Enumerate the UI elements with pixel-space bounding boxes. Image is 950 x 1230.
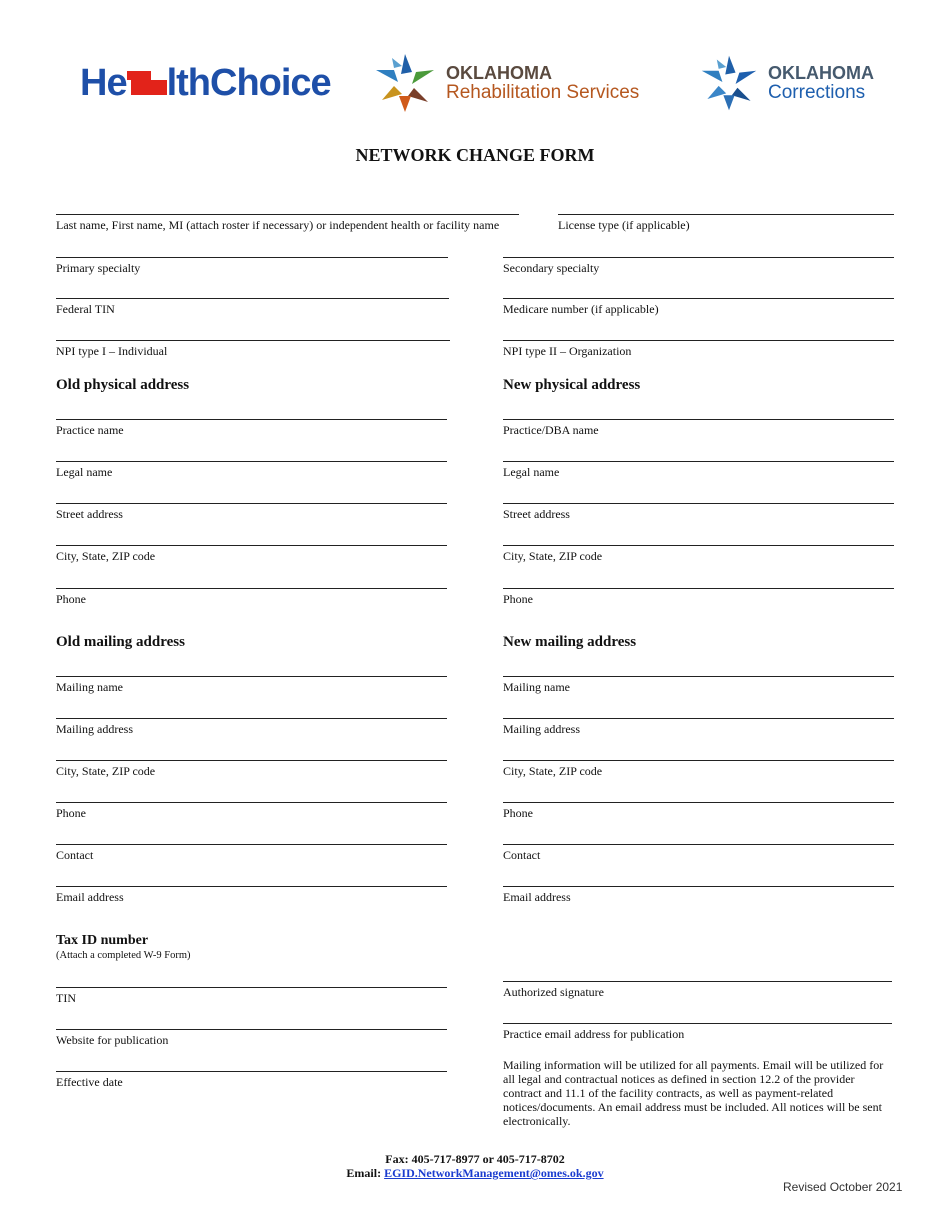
healthchoice-logo-he: He bbox=[80, 62, 127, 104]
license-type-field[interactable]: License type (if applicable) bbox=[558, 214, 894, 233]
form-title: NETWORK CHANGE FORM bbox=[355, 145, 595, 165]
old-mailing-name-field[interactable]: Mailing name bbox=[56, 676, 447, 695]
old-practice-name-field[interactable]: Practice name bbox=[56, 419, 447, 438]
new-mailing-address-field[interactable]: Mailing address bbox=[503, 718, 894, 737]
new-physical-heading: New physical address bbox=[503, 377, 641, 393]
new-mailing-heading: New mailing address bbox=[503, 634, 637, 650]
old-city-field[interactable]: City, State, ZIP code bbox=[56, 545, 447, 564]
fax-line: Fax: 405-717-8977 or 405-717-8702 bbox=[385, 1152, 565, 1166]
tin-field[interactable]: TIN bbox=[56, 987, 447, 1006]
odoc-logo-line1: OKLAHOMA bbox=[768, 63, 874, 83]
old-mailing-address-field[interactable]: Mailing address bbox=[56, 718, 447, 737]
w9-note: (Attach a completed W-9 Form) bbox=[56, 950, 191, 961]
old-physical-heading: Old physical address bbox=[56, 377, 190, 393]
ors-logo-line2: Rehabilitation Services bbox=[446, 82, 640, 103]
email-line bbox=[0, 1166, 950, 1181]
new-contact-field[interactable]: Contact bbox=[503, 844, 894, 863]
old-legal-name-field[interactable]: Legal name bbox=[56, 461, 447, 480]
new-phone-field[interactable]: Phone bbox=[503, 588, 894, 607]
odoc-logo-line2: Corrections bbox=[768, 82, 866, 103]
npi-individual-field[interactable]: NPI type I – Individual bbox=[56, 340, 450, 359]
npi-organization-field[interactable]: NPI type II – Organization bbox=[503, 340, 894, 359]
new-mailing-name-field[interactable]: Mailing name bbox=[503, 676, 894, 695]
practice-email-field[interactable]: Practice email address for publication bbox=[503, 1023, 892, 1042]
new-mailing-city-field[interactable]: City, State, ZIP code bbox=[503, 760, 894, 779]
new-mailing-phone-field[interactable]: Phone bbox=[503, 802, 894, 821]
ors-logo-line1: OKLAHOMA bbox=[446, 63, 552, 83]
revised-date: Revised October 2021 bbox=[783, 1180, 903, 1194]
old-phone-field[interactable]: Phone bbox=[56, 588, 447, 607]
authorized-signature-field[interactable]: Authorized signature bbox=[503, 981, 892, 1000]
old-mailing-city-field[interactable]: City, State, ZIP code bbox=[56, 760, 447, 779]
ors-logo bbox=[372, 52, 639, 114]
new-practice-name-field[interactable]: Practice/DBA name bbox=[503, 419, 894, 438]
federal-tin-field[interactable]: Federal TIN bbox=[56, 298, 449, 317]
healthchoice-logo-rest: lthChoice bbox=[166, 62, 331, 104]
website-field[interactable]: Website for publication bbox=[56, 1029, 447, 1048]
old-mailing-heading: Old mailing address bbox=[56, 634, 185, 650]
email-label: Email: bbox=[346, 1166, 382, 1180]
ors-star-icon bbox=[372, 52, 438, 114]
email-link[interactable]: EGID.NetworkManagement@omes.ok.gov bbox=[384, 1166, 604, 1180]
medicare-number-field[interactable]: Medicare number (if applicable) bbox=[503, 298, 894, 317]
oklahoma-state-icon bbox=[127, 71, 167, 95]
effective-date-field[interactable]: Effective date bbox=[56, 1071, 447, 1090]
new-email-field[interactable]: Email address bbox=[503, 886, 894, 905]
provider-name-field[interactable]: Last name, First name, MI (attach roster if necessary) or independent health or facility name bbox=[56, 214, 519, 233]
odoc-logo bbox=[698, 52, 874, 114]
old-email-field[interactable]: Email address bbox=[56, 886, 447, 905]
secondary-specialty-field[interactable]: Secondary specialty bbox=[503, 257, 894, 276]
new-legal-name-field[interactable]: Legal name bbox=[503, 461, 894, 480]
primary-specialty-field[interactable]: Primary specialty bbox=[56, 257, 448, 276]
mailing-notice: Mailing information will be utilized for all payments. Email will be utilized for all legal and contractual notices as defined in section 12.2 of the provider contract and 11.1 of the facility contracts, as well as payment-related notices/documents. An email address must be included. All notices will be sent electronically. bbox=[503, 1058, 884, 1128]
new-street-field[interactable]: Street address bbox=[503, 503, 894, 522]
new-city-field[interactable]: City, State, ZIP code bbox=[503, 545, 894, 564]
odoc-star-icon bbox=[698, 52, 760, 114]
old-street-field[interactable]: Street address bbox=[56, 503, 447, 522]
tax-id-heading: Tax ID number bbox=[56, 933, 149, 948]
healthchoice-logo bbox=[80, 62, 331, 105]
old-mailing-phone-field[interactable]: Phone bbox=[56, 802, 447, 821]
old-contact-field[interactable]: Contact bbox=[56, 844, 447, 863]
